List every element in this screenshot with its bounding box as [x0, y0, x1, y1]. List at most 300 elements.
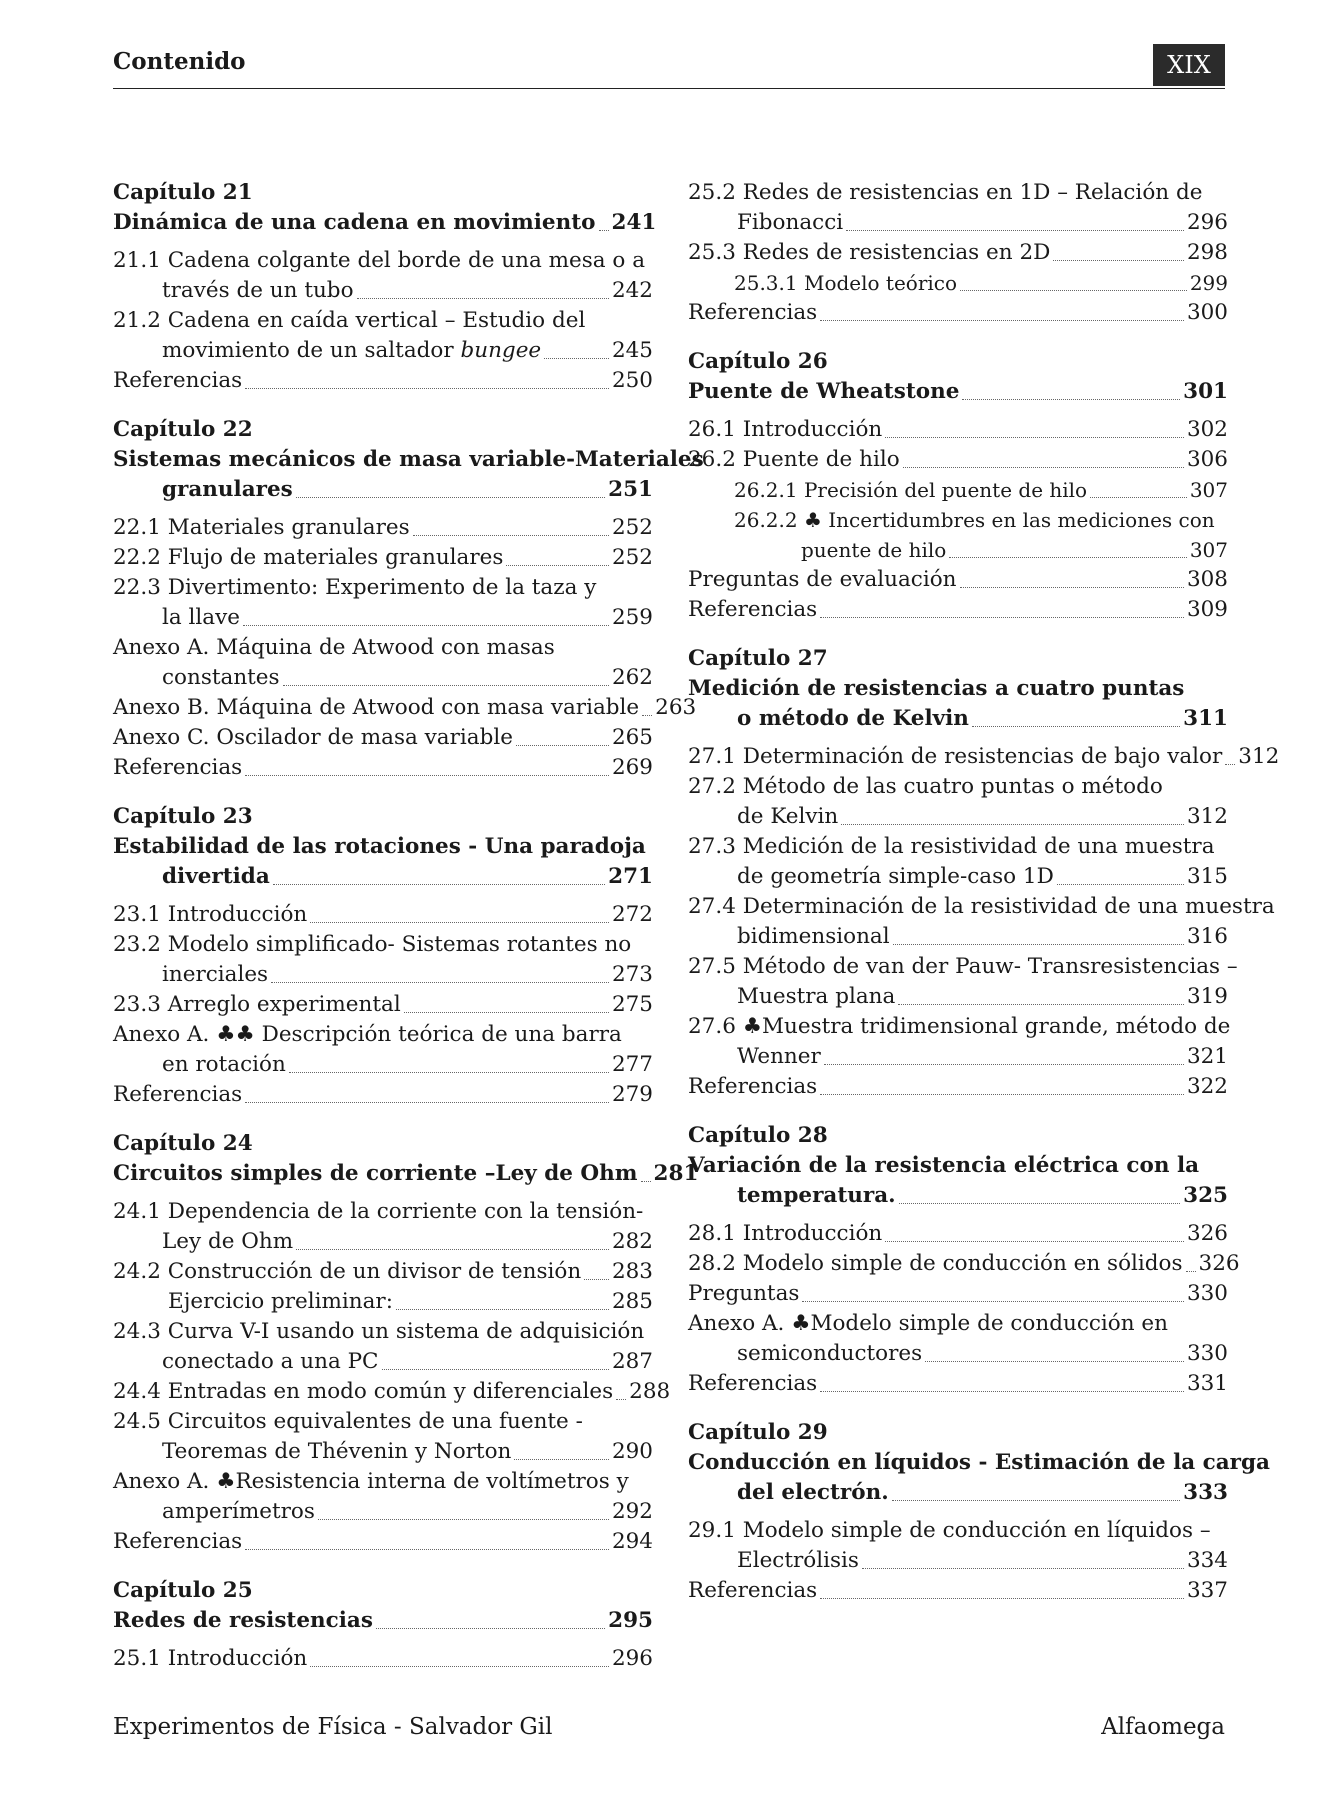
dot-leader — [899, 1203, 1180, 1204]
page-ref: 301 — [1183, 379, 1228, 404]
page-ref: 241 — [611, 210, 657, 235]
entry-line — [113, 603, 653, 633]
entry-text: Referencias — [113, 1529, 243, 1554]
toc-entry — [113, 1644, 653, 1674]
entry-text: Referencias — [113, 368, 243, 393]
chapter-label: Capítulo 24 — [113, 1131, 253, 1156]
page-ref: 251 — [608, 477, 653, 502]
page-ref: 275 — [611, 992, 653, 1017]
chapter-title-line — [688, 1478, 1228, 1508]
dot-leader — [949, 557, 1186, 558]
page-ref: 296 — [611, 1646, 653, 1671]
entry-line — [168, 1287, 653, 1317]
entry-line — [688, 1309, 1228, 1339]
dot-leader — [599, 230, 609, 231]
dot-leader — [584, 1279, 609, 1280]
page-ref: 259 — [611, 605, 653, 630]
entry-text: Referencias — [113, 755, 243, 780]
entry-line — [688, 208, 1228, 238]
entry-line — [113, 1437, 653, 1467]
book-title-author: Experimentos de Física - Salvador Gil — [113, 1714, 553, 1740]
entry-line — [113, 1227, 653, 1257]
page-ref: 282 — [611, 1229, 653, 1254]
dot-leader — [642, 715, 652, 716]
toc-entry — [113, 723, 653, 753]
page-ref: 302 — [1186, 417, 1228, 442]
chapter-label: Capítulo 28 — [688, 1123, 828, 1148]
entry-line — [113, 1020, 653, 1050]
page-ref: 279 — [611, 1082, 653, 1107]
toc-entry — [113, 306, 653, 366]
toc-entry — [688, 268, 1228, 298]
entry-text: Teoremas de Thévenin y Norton — [162, 1439, 512, 1464]
page-ref: 315 — [1186, 864, 1228, 889]
entry-line — [688, 1012, 1231, 1042]
toc-entry — [688, 565, 1228, 595]
toc-entry — [113, 1317, 653, 1377]
entry-text: 28.2 Modelo simple de conducción en sólidos — [688, 1251, 1183, 1276]
toc-entry — [688, 415, 1228, 445]
page-ref: 292 — [611, 1499, 653, 1524]
chapter-title-line — [688, 674, 1228, 704]
entry-line — [113, 990, 653, 1020]
entry-text: 25.3.1 Modelo teórico — [734, 271, 958, 295]
entry-line — [688, 1369, 1228, 1399]
entry-text: 25.1 Introducción — [113, 1646, 308, 1671]
page-ref: 337 — [1186, 1578, 1228, 1603]
toc-entry — [688, 1072, 1228, 1102]
entry-text: 22.1 Materiales granulares — [113, 515, 410, 540]
toc-chapter — [688, 178, 1228, 328]
entry-line — [688, 565, 1228, 595]
entry-text: 23.1 Introducción — [113, 902, 308, 927]
chapter-label: Capítulo 25 — [113, 1578, 253, 1603]
entry-line — [113, 633, 653, 663]
entry-line — [688, 1072, 1228, 1102]
entry-text: Electrólisis — [737, 1548, 859, 1573]
page-ref: 331 — [1186, 1371, 1228, 1396]
toc-entry — [688, 595, 1228, 625]
dot-leader — [506, 565, 609, 566]
toc-entry — [113, 693, 697, 723]
chapter-title-line — [113, 1606, 653, 1636]
chapter-title-line — [688, 1448, 1270, 1478]
page-ref: 312 — [1238, 744, 1280, 769]
entry-text: Referencias — [688, 597, 818, 622]
chapter-title — [113, 1159, 699, 1189]
page-ref: 273 — [611, 962, 653, 987]
chapter-title — [688, 1448, 1270, 1508]
entry-line — [688, 832, 1228, 862]
chapter-title-text: divertida — [162, 864, 270, 889]
dot-leader — [296, 1249, 609, 1250]
page-ref: 307 — [1189, 478, 1228, 502]
entry-line — [113, 1527, 653, 1557]
page-ref: 294 — [611, 1529, 653, 1554]
entry-text: Anexo B. Máquina de Atwood con masa variable — [113, 695, 640, 720]
toc-entry — [113, 633, 653, 693]
toc-entry — [113, 573, 653, 633]
chapter-title-line — [688, 1151, 1228, 1181]
chapter-title-line — [113, 208, 657, 238]
toc-entry — [113, 543, 653, 573]
entry-line — [734, 535, 1228, 565]
entry-text: en rotación — [162, 1052, 286, 1077]
page-ref: 265 — [611, 725, 653, 750]
entry-line — [734, 268, 1228, 298]
entry-text: Referencias — [688, 1578, 818, 1603]
toc-entry — [113, 930, 653, 990]
entry-line — [113, 900, 653, 930]
entry-line — [113, 276, 653, 306]
dot-leader — [962, 399, 1180, 400]
page-ref: 308 — [1186, 567, 1228, 592]
chapter-title-text: del electrón. — [737, 1480, 889, 1505]
entry-text: 27.1 Determinación de resistencias de bajo valor — [688, 744, 1223, 769]
chapter-title-line — [113, 862, 653, 892]
page-ref: 312 — [1186, 804, 1228, 829]
page-number-badge: XIX — [1153, 44, 1225, 86]
entry-text: Ley de Ohm — [162, 1229, 294, 1254]
page-ref: 326 — [1186, 1221, 1228, 1246]
entry-text: 27.4 Determinación de la resistividad de una muestra — [688, 894, 1275, 919]
entry-text: la llave — [162, 605, 240, 630]
dot-leader — [357, 298, 609, 299]
dot-leader — [641, 1181, 651, 1182]
toc-chapter — [688, 1418, 1270, 1606]
page-ref: 285 — [611, 1289, 653, 1314]
page-ref: 283 — [611, 1259, 653, 1284]
entry-text: 27.6 ♣Muestra tridimensional grande, método de — [688, 1014, 1231, 1039]
chapter-title-text: Dinámica de una cadena en movimiento — [113, 210, 596, 235]
page-ref: 269 — [611, 755, 653, 780]
dot-leader — [1053, 260, 1184, 261]
toc-entry — [113, 1407, 653, 1467]
entry-line — [688, 952, 1238, 982]
entry-line — [688, 1279, 1228, 1309]
toc-column-left — [113, 178, 704, 1693]
entry-text: 21.2 Cadena en caída vertical – Estudio del — [113, 308, 586, 333]
chapter-title-text: Circuitos simples de corriente –Ley de Ohm — [113, 1161, 638, 1186]
toc-chapter — [113, 178, 657, 396]
chapter-title — [113, 445, 704, 505]
entry-text: inerciales — [162, 962, 269, 987]
dot-leader — [960, 290, 1187, 291]
toc-entry — [113, 1377, 671, 1407]
entry-line — [688, 892, 1275, 922]
toc-chapter — [113, 1576, 653, 1674]
chapter-title-line — [113, 832, 653, 862]
entry-text: 23.3 Arreglo experimental — [113, 992, 401, 1017]
publisher-name: Alfaomega — [1101, 1714, 1225, 1740]
page-ref: 333 — [1183, 1480, 1228, 1505]
toc-entry — [688, 1012, 1231, 1072]
dot-leader — [820, 1094, 1184, 1095]
page-ref: 311 — [1183, 706, 1228, 731]
page-ref: 298 — [1186, 240, 1228, 265]
entry-line — [113, 723, 653, 753]
entry-line — [113, 1644, 653, 1674]
chapter-label: Capítulo 23 — [113, 804, 253, 829]
entry-line — [113, 1257, 653, 1287]
toc-entry — [688, 772, 1228, 832]
entry-text: amperímetros — [162, 1499, 315, 1524]
dot-leader — [846, 230, 1184, 231]
entry-line — [113, 1080, 653, 1110]
entry-text: Fibonacci — [737, 210, 844, 235]
dot-leader — [271, 982, 609, 983]
page-ref: 326 — [1198, 1251, 1240, 1276]
toc-chapter — [113, 1129, 699, 1557]
entry-text: 27.2 Método de las cuatro puntas o método — [688, 774, 1163, 799]
toc-entry — [688, 1516, 1228, 1576]
entry-line — [688, 1219, 1228, 1249]
page-ref: 245 — [611, 338, 653, 363]
dot-leader — [296, 497, 605, 498]
entry-text: 27.5 Método de van der Pauw- Transresistencias – — [688, 954, 1238, 979]
entry-text: Referencias — [688, 1074, 818, 1099]
entry-line — [113, 306, 653, 336]
dot-leader — [243, 625, 609, 626]
toc-entry — [688, 445, 1228, 475]
chapter-title-line — [688, 377, 1228, 407]
chapter-title — [113, 208, 657, 238]
dot-leader — [514, 1459, 609, 1460]
entry-line — [734, 475, 1228, 505]
dot-leader — [802, 1301, 1184, 1302]
toc-entry — [688, 1369, 1228, 1399]
page-ref: 250 — [611, 368, 653, 393]
entry-line — [113, 1347, 653, 1377]
toc-entry — [688, 892, 1275, 952]
dot-leader — [404, 1012, 609, 1013]
entry-line — [688, 922, 1228, 952]
dot-leader — [413, 535, 609, 536]
page-header — [113, 44, 1225, 89]
page-ref: 325 — [1183, 1183, 1228, 1208]
chapter-title-text: o método de Kelvin — [737, 706, 969, 731]
dot-leader — [544, 358, 609, 359]
page-ref: 319 — [1186, 984, 1228, 1009]
entry-text: Referencias — [688, 300, 818, 325]
chapter-title — [688, 377, 1228, 407]
entry-line — [688, 1249, 1240, 1279]
toc-entry — [688, 1249, 1240, 1279]
chapter-title-line — [113, 445, 704, 475]
entry-line — [113, 1407, 653, 1437]
page-ref: 306 — [1186, 447, 1228, 472]
dot-leader — [925, 1361, 1184, 1362]
entry-text: 24.3 Curva V-I usando un sistema de adquisición — [113, 1319, 645, 1344]
dot-leader — [245, 775, 609, 776]
page-ref: 281 — [653, 1161, 699, 1186]
toc-chapter — [688, 347, 1228, 625]
entry-line — [113, 1050, 653, 1080]
entry-text: Referencias — [688, 1371, 818, 1396]
dot-leader — [972, 726, 1180, 727]
chapter-label: Capítulo 27 — [688, 646, 828, 671]
entry-line — [113, 513, 653, 543]
entry-text: 26.2.1 Precisión del puente de hilo — [734, 478, 1088, 502]
chapter-title-text: Variación de la resistencia eléctrica con la — [688, 1153, 1200, 1178]
chapter-title-text: Conducción en líquidos - Estimación de la carga — [688, 1450, 1270, 1475]
entry-line — [688, 742, 1280, 772]
toc-entry — [113, 1257, 653, 1287]
page-ref: 296 — [1186, 210, 1228, 235]
entry-text: Anexo C. Oscilador de masa variable — [113, 725, 513, 750]
chapter-label: Capítulo 29 — [688, 1420, 828, 1445]
toc-entry — [688, 1219, 1228, 1249]
entry-line — [688, 178, 1228, 208]
entry-text: 26.1 Introducción — [688, 417, 883, 442]
toc-entry — [113, 1287, 653, 1317]
dot-leader — [820, 1598, 1184, 1599]
dot-leader — [516, 745, 609, 746]
toc-entry — [113, 1527, 653, 1557]
dot-leader — [283, 685, 609, 686]
entry-line — [113, 573, 653, 603]
entry-text: de Kelvin — [737, 804, 839, 829]
entry-line — [113, 753, 653, 783]
page-ref: 288 — [629, 1379, 671, 1404]
entry-text: 24.1 Dependencia de la corriente con la tensión- — [113, 1199, 644, 1224]
chapter-title-text: Medición de resistencias a cuatro puntas — [688, 676, 1185, 701]
toc-entry — [113, 1197, 653, 1257]
dot-leader — [862, 1568, 1184, 1569]
chapter-title — [113, 832, 653, 892]
page-ref: 330 — [1186, 1281, 1228, 1306]
page-ref: 252 — [611, 515, 653, 540]
chapter-title — [688, 1151, 1228, 1211]
toc-entry — [113, 1020, 653, 1080]
entry-line — [688, 1042, 1228, 1072]
entry-text: 27.3 Medición de la resistividad de una muestra — [688, 834, 1215, 859]
toc-entry — [113, 753, 653, 783]
entry-text: 24.2 Construcción de un divisor de tensión — [113, 1259, 582, 1284]
entry-line — [113, 1467, 653, 1497]
dot-leader — [1090, 497, 1187, 498]
toc-entry — [688, 475, 1228, 505]
dot-leader — [903, 467, 1184, 468]
entry-line — [688, 1339, 1228, 1369]
chapter-title — [688, 674, 1228, 734]
toc-entry — [688, 298, 1228, 328]
dot-leader — [273, 884, 605, 885]
dot-leader — [960, 587, 1184, 588]
toc-entry — [688, 952, 1238, 1012]
entry-line — [113, 930, 653, 960]
page-ref: 307 — [1189, 538, 1228, 562]
page-ref: 287 — [611, 1349, 653, 1374]
dot-leader — [1225, 764, 1235, 765]
entry-text: Anexo A. ♣♣ Descripción teórica de una barra — [113, 1022, 622, 1047]
toc-entry — [688, 1279, 1228, 1309]
entry-text: Wenner — [737, 1044, 821, 1069]
page-ref: 242 — [611, 278, 653, 303]
entry-text: 22.3 Divertimento: Experimento de la taza y — [113, 575, 597, 600]
dot-leader — [310, 1666, 609, 1667]
page-ref: 334 — [1186, 1548, 1228, 1573]
entry-line — [113, 1317, 653, 1347]
dot-leader — [885, 1241, 1184, 1242]
entry-line — [113, 246, 653, 276]
dot-leader — [824, 1064, 1184, 1065]
page-ref: 316 — [1186, 924, 1228, 949]
entry-line — [688, 445, 1228, 475]
entry-text: Referencias — [113, 1082, 243, 1107]
toc-entry — [688, 1576, 1228, 1606]
entry-line — [688, 1516, 1228, 1546]
dot-leader — [820, 1391, 1184, 1392]
entry-text: 25.3 Redes de resistencias en 2D — [688, 240, 1051, 265]
toc-entry — [113, 366, 653, 396]
dot-leader — [898, 1004, 1184, 1005]
entry-line — [113, 663, 653, 693]
dot-leader — [893, 944, 1184, 945]
page-ref: 300 — [1186, 300, 1228, 325]
entry-line — [113, 1497, 653, 1527]
dot-leader — [885, 437, 1184, 438]
entry-text: bidimensional — [737, 924, 890, 949]
toc-entry — [688, 1309, 1228, 1369]
entry-text: través de un tubo — [162, 278, 354, 303]
page-ref: 330 — [1186, 1341, 1228, 1366]
entry-line — [688, 238, 1228, 268]
chapter-title-line — [113, 475, 653, 505]
page-ref: 295 — [608, 1608, 653, 1633]
entry-text: Muestra plana — [737, 984, 896, 1009]
entry-text: conectado a una PC — [162, 1349, 379, 1374]
dot-leader — [1186, 1271, 1196, 1272]
entry-line — [113, 1197, 653, 1227]
dot-leader — [396, 1309, 609, 1310]
dot-leader — [820, 320, 1184, 321]
entry-text: 25.2 Redes de resistencias en 1D – Relación de — [688, 180, 1203, 205]
entry-line — [688, 772, 1228, 802]
toc-entry — [113, 1467, 653, 1527]
dot-leader — [382, 1369, 609, 1370]
dot-leader — [245, 388, 609, 389]
entry-text: movimiento de un saltador bungee — [162, 338, 542, 363]
chapter-title-text: Sistemas mecánicos de masa variable-Materiales — [113, 447, 704, 472]
entry-line — [113, 960, 653, 990]
entry-line — [688, 1546, 1228, 1576]
toc-chapter — [688, 644, 1280, 1102]
entry-line — [734, 505, 1228, 535]
dot-leader — [1057, 884, 1184, 885]
dot-leader — [245, 1549, 609, 1550]
entry-text: 29.1 Modelo simple de conducción en líquidos – — [688, 1518, 1211, 1543]
page-ref: 322 — [1186, 1074, 1228, 1099]
chapter-title-text: temperatura. — [737, 1183, 896, 1208]
entry-text: 26.2.2 ♣ Incertidumbres en las mediciones con — [734, 508, 1215, 532]
toc-entry — [688, 238, 1228, 268]
dot-leader — [892, 1500, 1180, 1501]
chapter-title-line — [688, 704, 1228, 734]
chapter-label: Capítulo 21 — [113, 180, 253, 205]
entry-line — [688, 1576, 1228, 1606]
entry-line — [688, 415, 1228, 445]
toc-entry — [688, 742, 1280, 772]
entry-text: constantes — [162, 665, 280, 690]
entry-text: Anexo A. Máquina de Atwood con masas — [113, 635, 555, 660]
chapter-title-text: granulares — [162, 477, 293, 502]
dot-leader — [245, 1102, 609, 1103]
toc-entry — [688, 832, 1228, 892]
page-ref: 299 — [1189, 271, 1228, 295]
toc-entry — [113, 246, 653, 306]
entry-line — [113, 1377, 671, 1407]
